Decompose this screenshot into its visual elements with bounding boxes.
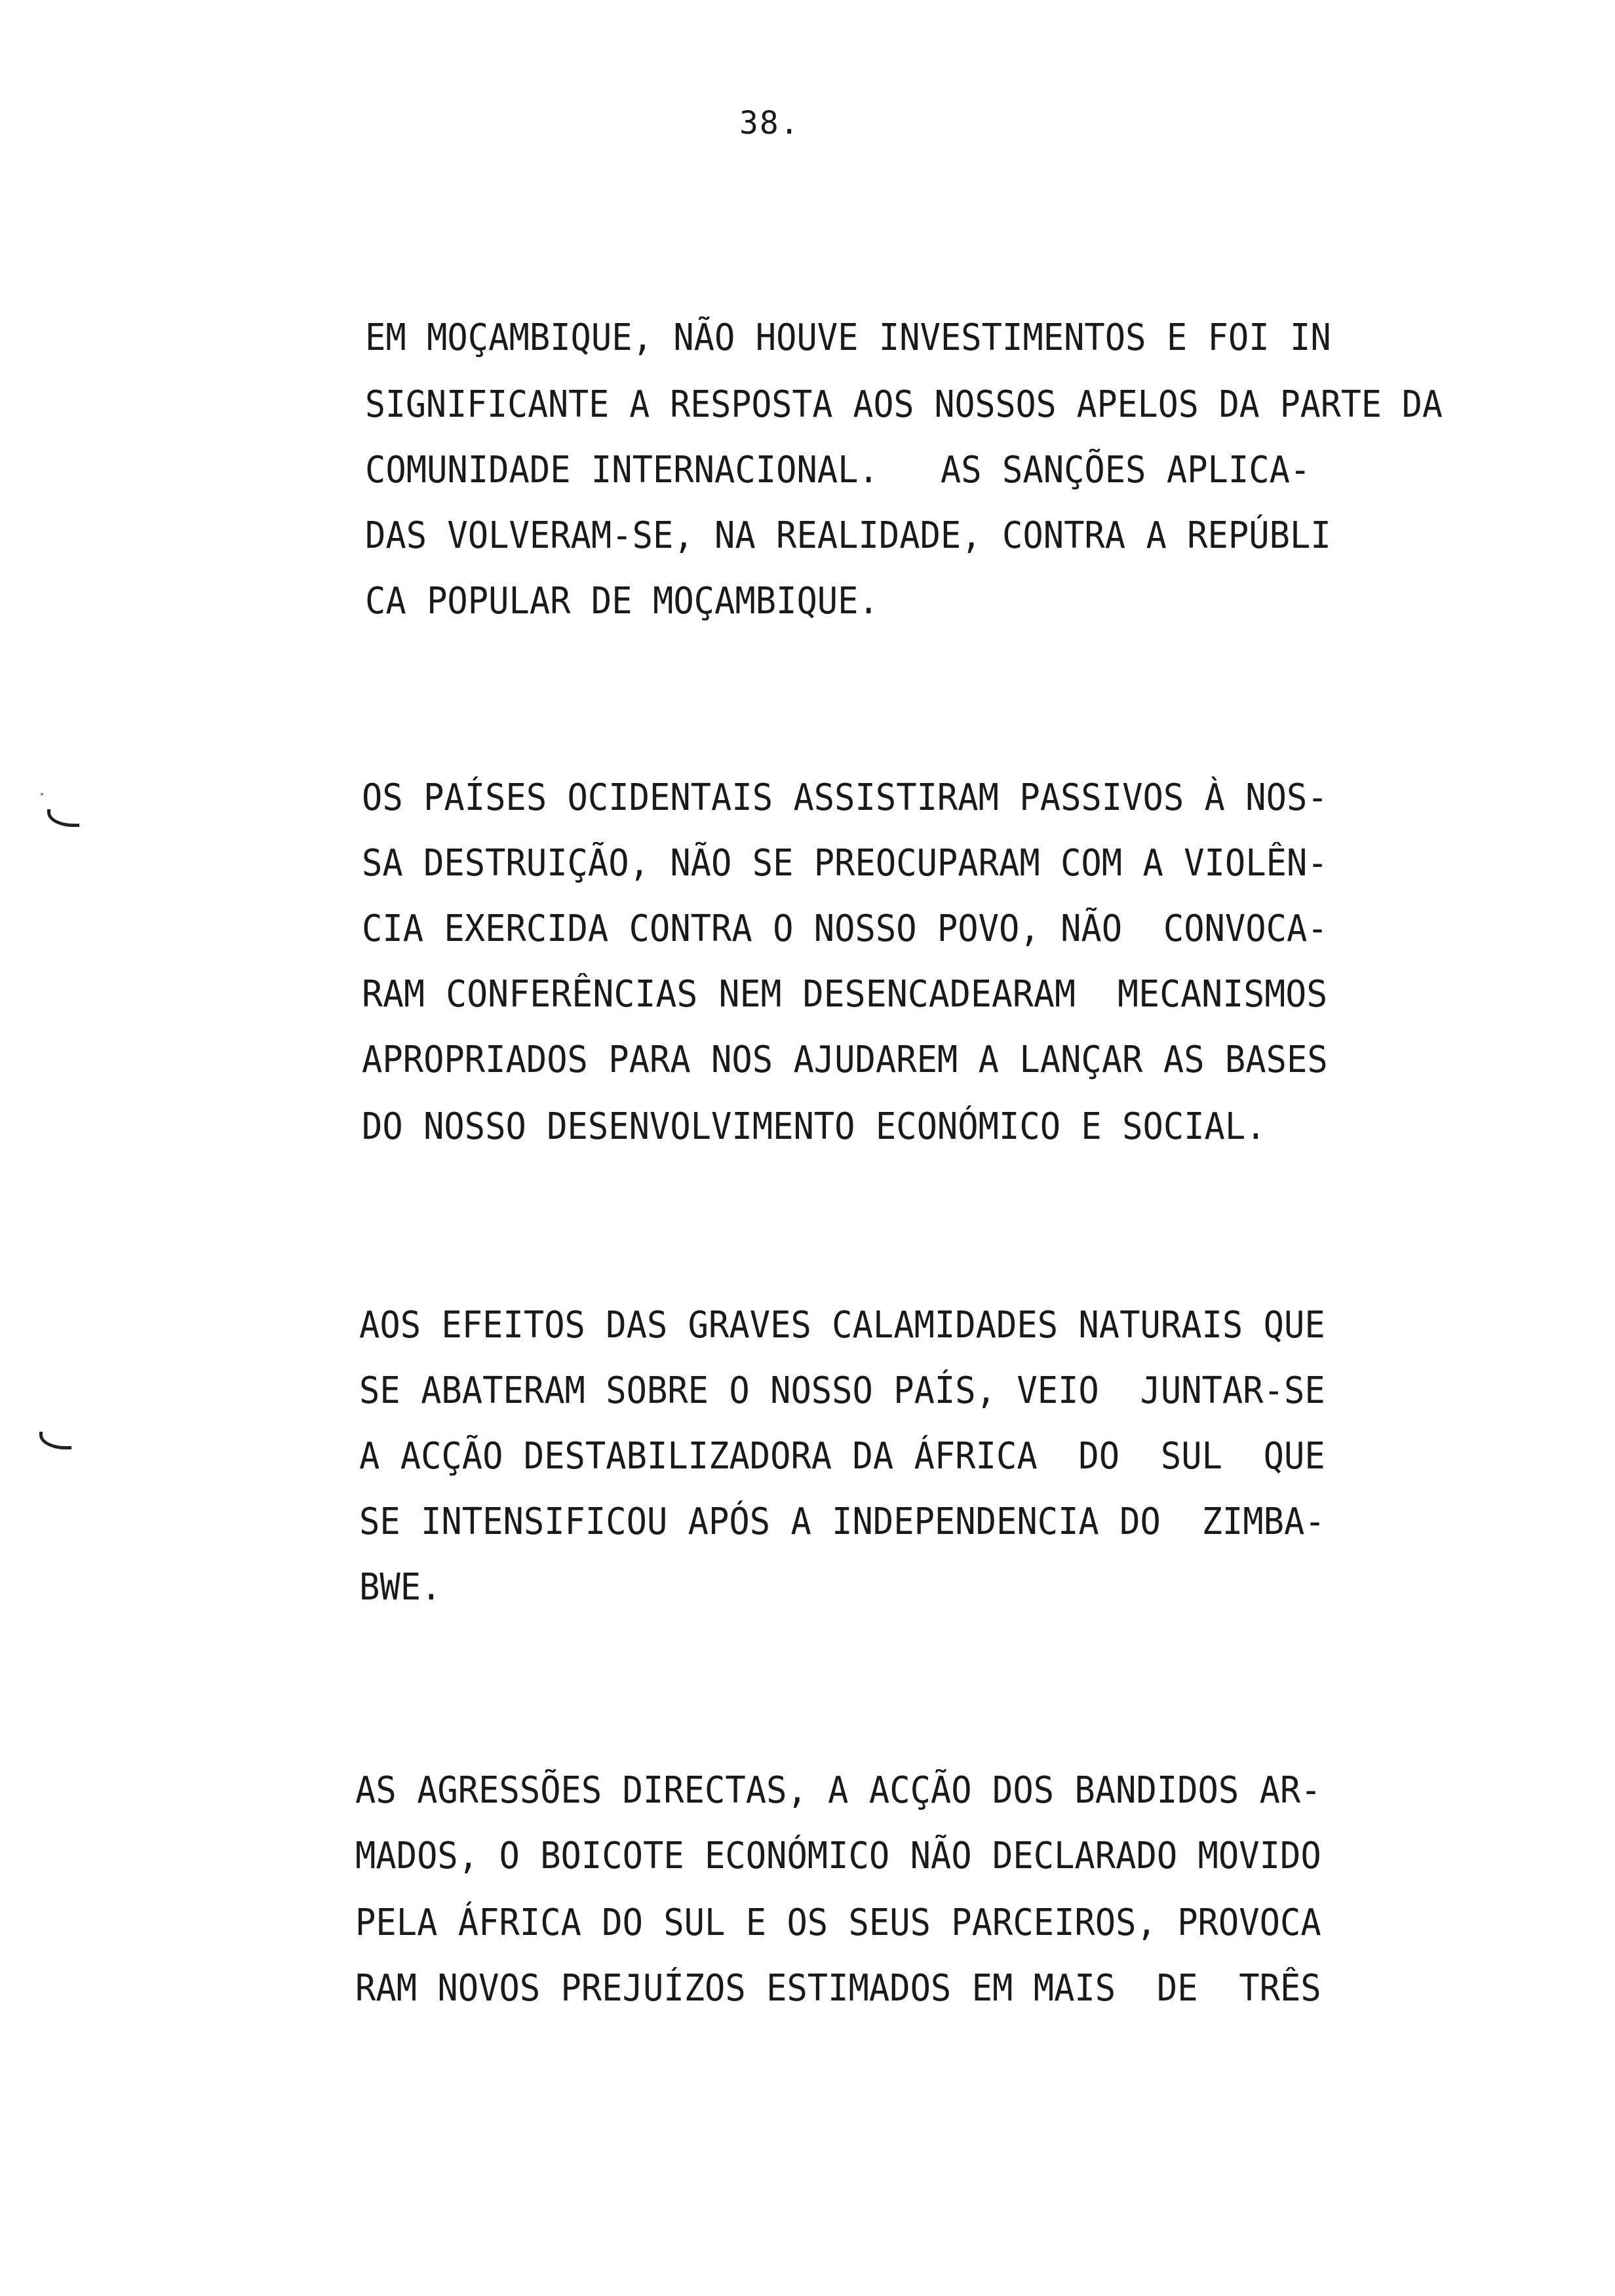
text-line: AOS EFEITOS DAS GRAVES CALAMIDADES NATURAIS QUE xyxy=(359,1304,1325,1347)
page-number: 38. xyxy=(739,105,800,142)
text-line: RAM CONFERÊNCIAS NEM DESENCADEARAM MECANISMOS xyxy=(362,973,1328,1016)
text-line: SE INTENSIFICOU APÓS A INDEPENDENCIA DO ZIMBA- xyxy=(359,1501,1325,1543)
text-line: A ACÇÃO DESTABILIZADORA DA ÁFRICA DO SUL QUE xyxy=(359,1435,1325,1478)
text-line: CA POPULAR DE MOÇAMBIQUE. xyxy=(365,580,879,622)
text-line: DO NOSSO DESENVOLVIMENTO ECONÓMICO E SOCIAL. xyxy=(362,1105,1266,1148)
text-line: BWE. xyxy=(359,1566,442,1609)
text-line: APROPRIADOS PARA NOS AJUDAREM A LANÇAR AS BASES xyxy=(362,1039,1328,1081)
text-line: SIGNIFICANTE A RESPOSTA AOS NOSSOS APELOS DA PARTE DA xyxy=(365,383,1443,426)
text-line: AS AGRESSÕES DIRECTAS, A ACÇÃO DOS BANDIDOS AR- xyxy=(355,1769,1321,1812)
margin-check-mark xyxy=(47,809,79,827)
text-line: COMUNIDADE INTERNACIONAL. AS SANÇÕES APLICA- xyxy=(365,449,1311,491)
text-line: RAM NOVOS PREJUÍZOS ESTIMADOS EM MAIS DE TRÊS xyxy=(355,1967,1321,2010)
margin-check-mark xyxy=(39,1432,71,1449)
text-line: SA DESTRUIÇÃO, NÃO SE PREOCUPARAM COM A VIOLÊN- xyxy=(362,842,1328,885)
text-line: OS PAÍSES OCIDENTAIS ASSISTIRAM PASSIVOS À NOS- xyxy=(362,776,1328,819)
text-line: DAS VOLVERAM-SE, NA REALIDADE, CONTRA A REPÚBLI xyxy=(365,514,1331,557)
text-line: MADOS, O BOICOTE ECONÓMICO NÃO DECLARADO MOVIDO xyxy=(355,1835,1321,1877)
text-line: CIA EXERCIDA CONTRA O NOSSO POVO, NÃO CONVOCA- xyxy=(362,908,1328,950)
text-line: PELA ÁFRICA DO SUL E OS SEUS PARCEIROS, PROVOCA xyxy=(355,1902,1321,1944)
text-line: SE ABATERAM SOBRE O NOSSO PAÍS, VEIO JUNTAR-SE xyxy=(359,1369,1325,1412)
text-line: EM MOÇAMBIQUE, NÃO HOUVE INVESTIMENTOS E FOI IN xyxy=(365,316,1331,359)
scan-speck xyxy=(41,793,43,795)
